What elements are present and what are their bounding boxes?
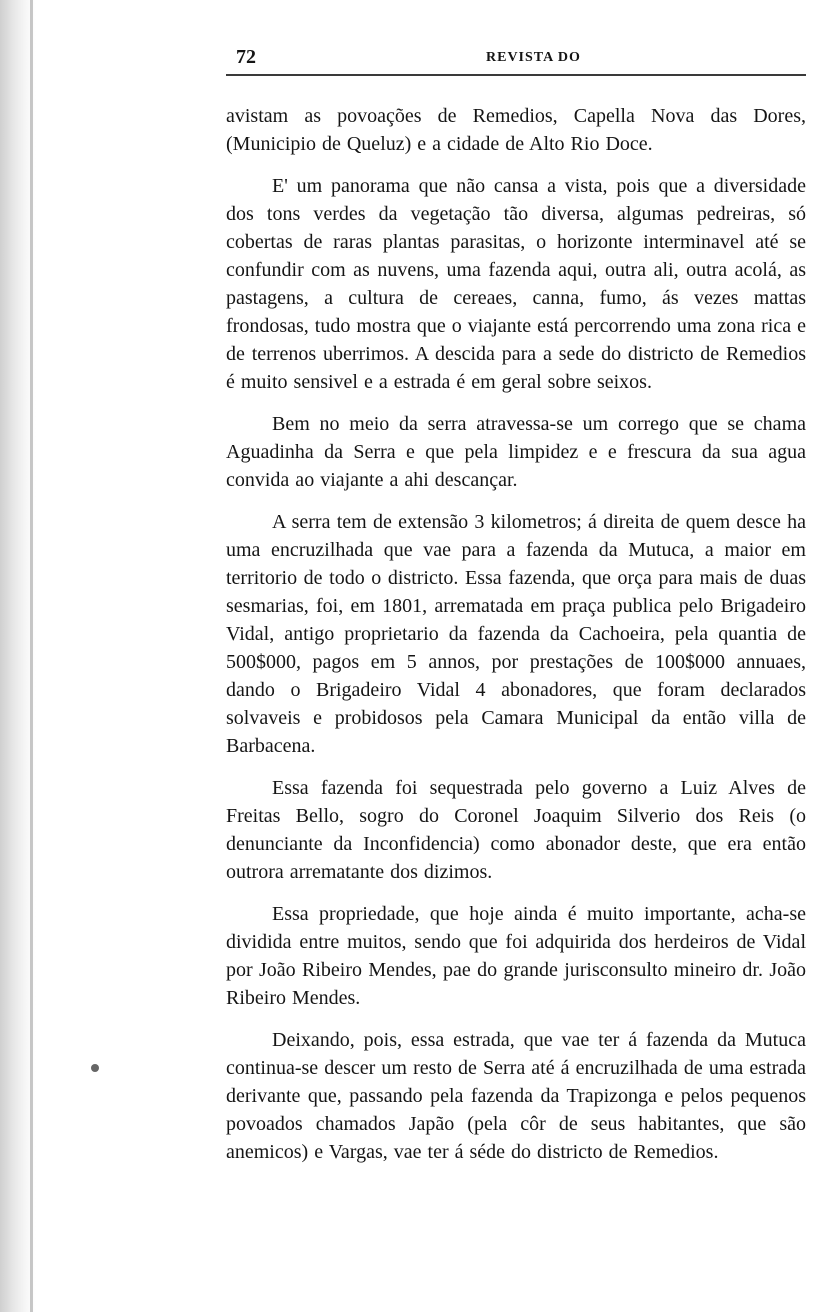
paragraph-propriedade: Essa propriedade, que hoje ainda é muito importante, acha-se dividida entre muitos, sendo que foi adquirida dos herdeiros de Vidal por João Ribeiro Mendes, pae do grande jurisconsulto mineiro dr. João Ribeiro Mendes. (226, 903, 806, 1009)
paragraph-remedios: Deixando, pois, essa estrada, que vae ter á fazenda da Mutuca continua-se descer um resto de Serra até á encruzilhada de uma estrada derivante que, passando pela fazenda da Trapizonga e pelos pequenos povoados chamados Japão (pela côr de seus habitantes, que são anemicos) e Vargas, vae ter á séde do districto de Remedios. (226, 1029, 806, 1163)
paragraph-panorama: E' um panorama que não cansa a vista, pois que a diversidade dos tons verdes da vegetação tão diversa, algumas pedreiras, só cobertas de raras plantas parasitas, o horizonte interminavel até se confundir com as nuvens, uma fazenda aqui, outra ali, outra acolá, as pastagens, a cultura de cereaes, canna, fumo, ás vezes mattas frondosas, tudo mostra que o viajante está percorrendo uma zona rica e de terrenos uberrimos. A descida para a sede do districto de Remedios é muito sensivel e a estrada é em geral sobre seixos. (226, 175, 806, 393)
book-page (226, 38, 806, 1180)
paragraph-mutuca: A serra tem de extensão 3 kilometros; á direita de quem desce ha uma encruzilhada que vae para a fazenda da Mutuca, a maior em territorio de todo o districto. Essa fazenda, que orça para mais de duas sesmarias, foi, em 1801, arrematada em praça publica pelo Brigadeiro Vidal, antigo proprietario da fazenda da Cachoeira, pela quantia de 500$000, pagos em 5 annos, por prestações de 100$000 annuaes, dando o Brigadeiro Vidal 4 abonadores, que foram declarados solvaveis e probidosos pela Camara Municipal da então villa de Barbacena. (226, 511, 806, 757)
body-text (226, 102, 806, 1166)
paragraph-continuation: avistam as povoações de Remedios, Capella Nova das Dores, (Municipio de Queluz) e a cidade de Alto Rio Doce. (226, 105, 806, 155)
page-binding-edge (0, 0, 40, 1312)
margin-mark (91, 1064, 99, 1072)
running-header (226, 38, 806, 76)
page-number: 72 (236, 46, 256, 68)
paragraph-aguadinha: Bem no meio da serra atravessa-se um corrego que se chama Aguadinha da Serra e que pela limpidez e e frescura da sua agua convida ao viajante a ahi descançar. (226, 413, 806, 491)
paragraph-sequestro: Essa fazenda foi sequestrada pelo governo a Luiz Alves de Freitas Bello, sogro do Coronel Joaquim Silverio dos Reis (o denunciante da Inconfidencia) como abonador deste, que era então outrora arrematante dos dizimos. (226, 777, 806, 883)
running-title: REVISTA DO (486, 50, 581, 65)
